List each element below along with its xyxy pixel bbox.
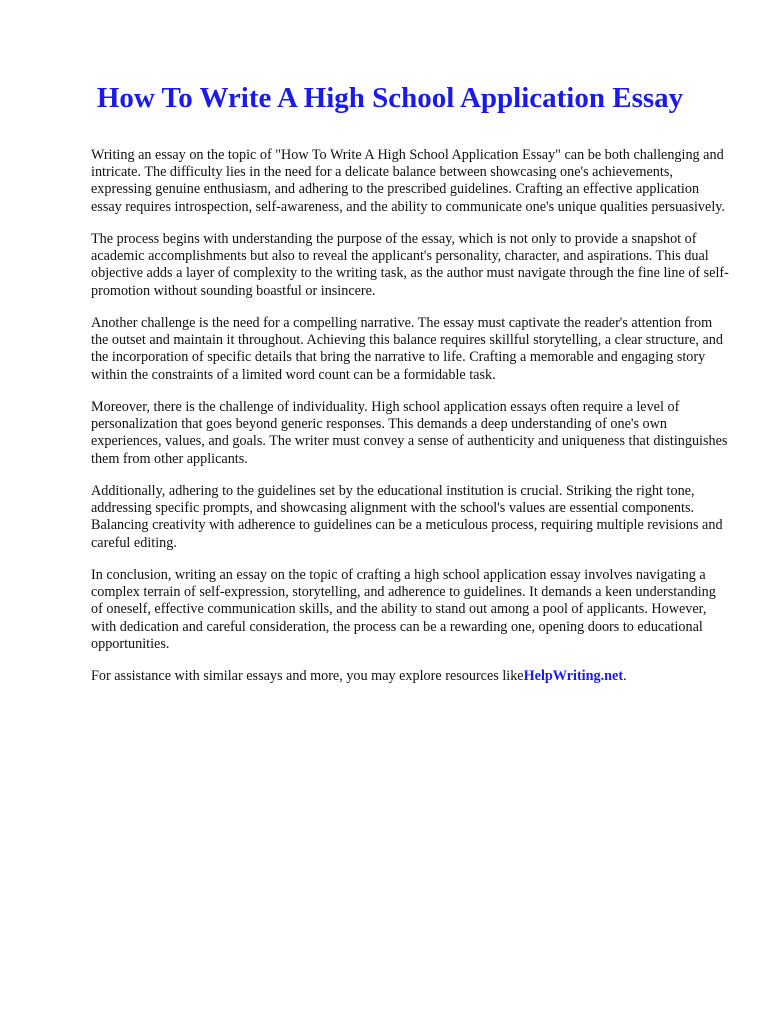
closing-paragraph — [91, 668, 731, 685]
paragraph-6: In conclusion, writing an essay on the topic of crafting a high school application essay involves navigating a complex terrain of self-expression, storytelling, and adherence to guidelines. It demands a keen understanding of oneself, effective communication skills, and the ability to stand out among a pool of applicants. However, with dedication and careful consideration, the process can be a rewarding one, opening doors to educational opportunities. — [91, 567, 716, 652]
paragraph-4: Moreover, there is the challenge of individuality. High school application essays often require a level of personalization that goes beyond generic responses. This demands a deep understanding of one's own experiences, values, and goals. The writer must convey a sense of authenticity and uniqueness that distinguishes them from other applicants. — [91, 399, 728, 467]
essay-body — [91, 147, 731, 701]
paragraph-2: The process begins with understanding the purpose of the essay, which is not only to provide a snapshot of academic accomplishments but also to reveal the applicant's personality, character, and aspirations. This dual objective adds a layer of complexity to the writing task, as the author must navigate through the fine line of self-promotion without sounding boastful or insincere. — [91, 231, 729, 299]
paragraph-5: Additionally, adhering to the guidelines set by the educational institution is crucial. Striking the right tone, addressing specific prompts, and showcasing alignment with the school's values are essential components. Balancing creativity with adherence to guidelines can be a meticulous process, requiring multiple revisions and careful editing. — [91, 483, 723, 551]
closing-text: For assistance with similar essays and more, you may explore resources like — [91, 668, 524, 685]
helpwriting-link[interactable]: HelpWriting.net — [523, 668, 624, 685]
paragraph-1: Writing an essay on the topic of "How To Write A High School Application Essay" can be both challenging and intricate. The difficulty lies in the need for a delicate balance between showcasing one's achievements, expressing genuine enthusiasm, and adhering to the prescribed guidelines. Crafting an effective application essay requires introspection, self-awareness, and the ability to communicate one's unique qualities persuasively. — [91, 147, 725, 215]
page-title: How To Write A High School Application Essay — [96, 82, 684, 114]
paragraph-3: Another challenge is the need for a compelling narrative. The essay must captivate the reader's attention from the outset and maintain it throughout. Achieving this balance requires skillful storytelling, a clear structure, and the incorporation of specific details that bring the narrative to life. Crafting a memorable and engaging story within the constraints of a limited word count can be a formidable task. — [91, 315, 723, 383]
closing-suffix: . — [623, 668, 627, 685]
